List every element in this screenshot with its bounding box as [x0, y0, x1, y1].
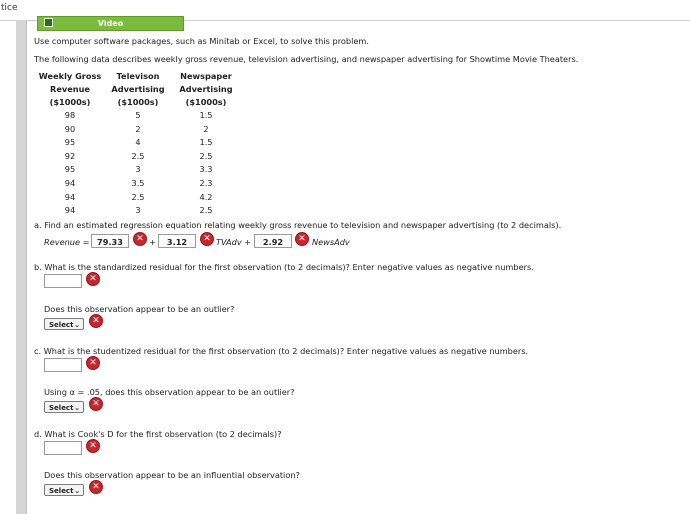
tvadv-label: TVAdv +: [216, 237, 252, 247]
table-row: 92 2.5 2.5: [64, 150, 213, 161]
close-x-icon: ✕: [89, 480, 103, 494]
header-tv-1: Televison: [116, 71, 160, 81]
close-x-icon: ✕: [89, 397, 103, 411]
close-x-icon: ✕: [89, 314, 103, 328]
close-x-icon: ✕: [200, 232, 214, 246]
chevron-down-icon: ⌄: [74, 404, 80, 412]
intro-text-2: The following data describes weekly gross revenue, television advertising, and newspaper advertising for Showtime Movie Theaters.: [34, 54, 579, 64]
table-row: 95 4 1.5: [64, 137, 213, 148]
intro-text-1: Use computer software packages, such as Minitab or Excel, to solve this problem.: [34, 36, 369, 46]
question-b: b. What is the standardized residual for the first observation (to 2 decimals)? Enter negative values as negative numbers.: [34, 262, 534, 272]
header-revenue-2: Revenue: [50, 84, 90, 94]
top-title: tice: [1, 3, 18, 13]
table-row: 94 2.5 4.2: [64, 191, 213, 202]
left-rail: [16, 20, 27, 514]
plus-sign: +: [149, 237, 156, 247]
close-x-icon: ✕: [86, 356, 100, 370]
header-revenue-3: ($1000s): [49, 97, 91, 107]
b0-input[interactable]: 79.33: [91, 234, 129, 248]
select-label: Select: [49, 321, 74, 329]
header-news-2: Advertising: [179, 84, 233, 94]
table-row: 94 3 2.5: [64, 205, 213, 216]
newsadv-label: NewsAdv: [312, 237, 350, 247]
b1-input[interactable]: 3.12: [158, 234, 196, 248]
table-row: 90 2 2: [64, 123, 209, 134]
close-x-icon: ✕: [86, 272, 100, 286]
table-row: 94 3.5 2.3: [64, 177, 213, 188]
header-revenue-1: Weekly Gross: [38, 71, 102, 81]
select-label: Select: [49, 404, 74, 412]
outlier-select-c[interactable]: [44, 401, 84, 413]
table-row: 98 5 1.5: [64, 110, 213, 120]
problem-content: [34, 20, 684, 514]
close-x-icon: ✕: [295, 232, 309, 246]
header-tv-2: Advertising: [111, 84, 165, 94]
b2-input[interactable]: 2.92: [254, 234, 292, 248]
standardized-residual-input[interactable]: [44, 274, 82, 288]
video-label: Video: [97, 19, 124, 28]
select-label: Select: [49, 487, 74, 495]
studentized-residual-input[interactable]: [44, 358, 82, 372]
cooks-d-input[interactable]: [44, 441, 82, 455]
question-c: c. What is the studentized residual for the first observation (to 2 decimals)? Enter negative values as negative numbers.: [34, 346, 529, 356]
chevron-down-icon: ⌄: [74, 321, 80, 329]
question-d-sub: Does this observation appear to be an influential observation?: [44, 470, 300, 480]
outlier-select-b[interactable]: [44, 318, 84, 330]
close-x-icon: ✕: [133, 232, 147, 246]
chevron-down-icon: ⌄: [74, 487, 80, 495]
video-button[interactable]: [37, 16, 184, 31]
header-tv-3: ($1000s): [117, 97, 159, 107]
film-icon: [44, 18, 53, 27]
table-row: 95 3 3.3: [64, 164, 213, 175]
revenue-label: Revenue =: [44, 237, 90, 247]
header-news-3: ($1000s): [185, 97, 227, 107]
header-news-1: Newspaper: [180, 71, 232, 81]
data-table: [34, 70, 242, 218]
close-x-icon: ✕: [86, 439, 100, 453]
question-a: a. Find an estimated regression equation relating weekly gross revenue to television and newspaper advertising (to 2 decimals).: [34, 220, 562, 230]
question-d: d. What is Cook's D for the first observation (to 2 decimals)?: [34, 429, 282, 439]
question-b-sub: Does this observation appear to be an outlier?: [44, 304, 235, 314]
question-c-sub: Using α = .05, does this observation appear to be an outlier?: [44, 387, 295, 397]
influential-select-d[interactable]: [44, 484, 84, 496]
